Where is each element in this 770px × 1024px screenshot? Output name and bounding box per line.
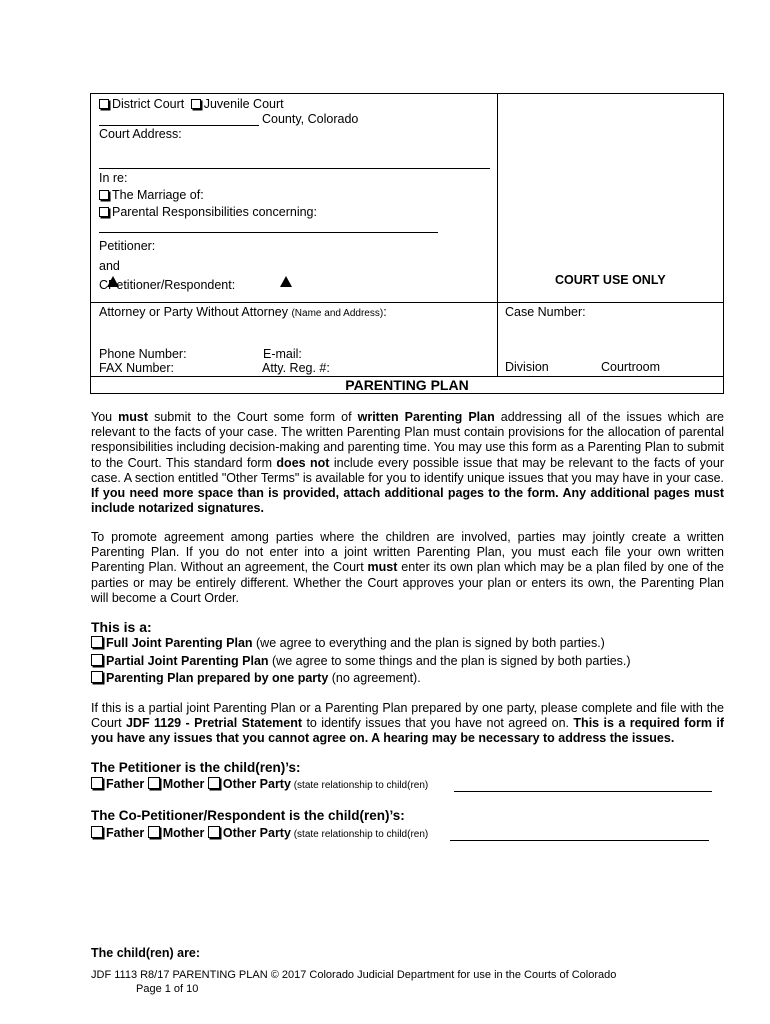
petitioner-relationship-row: Father Mother Other Party (state relationship to child(ren) [91,777,428,791]
co-petitioner-label: Petitioner/Respondent: [108,278,236,292]
email-label: E-mail: [263,347,302,361]
court-type-row [99,97,284,111]
copetitioner-relationship-heading: The Co-Petitioner/Respondent is the child(ren)’s: [91,808,405,823]
county-blank[interactable] [99,125,259,126]
petitioner-mother-checkbox[interactable] [148,777,160,789]
intro-paragraph-1: You must submit to the Court some form of written Parenting Plan addressing all of the issues which are relevant to the facts of your case. The written Parenting Plan must contain provisions for the allocation of parental responsibilities including decision-making and parenting time. You may use this form as a Parenting Plan to submit to the Court. This standard form does not include every possible issue that may be relevant to the facts of your case. A section entitled "Other Terms" is available for you to identify unique issues that you may have in your case. If you need more space than is provided, attach additional pages to the form. Any additional pages must include notarized signatures. [91,410,724,516]
juvenile-court-checkbox[interactable] [191,99,201,109]
court-address-label: Court Address: [99,127,182,141]
court-use-only-label: COURT USE ONLY [555,273,666,287]
children-heading: The child(ren) are: [91,946,201,960]
marriage-checkbox[interactable] [99,190,109,200]
atty-reg-label: Atty. Reg. #: [262,361,330,375]
copetitioner-father-checkbox[interactable] [91,826,103,838]
marriage-row [99,188,204,202]
partial-joint-checkbox[interactable] [91,654,103,666]
copetitioner-relationship-row: Father Mother Other Party (state relationship to child(ren) [91,826,428,840]
in-re-label: In re: [99,171,128,185]
petitioner-relationship-heading: The Petitioner is the child(ren)’s: [91,760,301,775]
copetitioner-other-checkbox[interactable] [208,826,220,838]
parental-resp-label: Parental Responsibilities concerning: [112,205,317,219]
district-court-checkbox[interactable] [99,99,109,109]
petitioner-father-checkbox[interactable] [91,777,103,789]
co-petitioner-row [99,278,235,292]
plan-option-full: Full Joint Parenting Plan (we agree to everything and the plan is signed by both parties.) [91,636,605,650]
attorney-label: Attorney or Party Without Attorney [99,305,288,319]
attorney-note: (Name and Address) [291,308,384,319]
footer-page-number: Page 1 of 10 [136,983,199,995]
case-number-label: Case Number: [505,305,586,319]
copetitioner-mother-checkbox[interactable] [148,826,160,838]
attorney-label-row [99,305,387,319]
parental-resp-row [99,205,317,219]
caption-divider-attorney [90,302,724,303]
attorney-colon: : [383,305,387,319]
and-label: and [99,259,120,273]
triangle-up-icon [107,276,119,287]
co-petitioner-prefix: C [99,278,109,292]
copetitioner-relationship-blank[interactable] [450,840,709,841]
petitioner-relationship-blank[interactable] [454,791,712,792]
parental-resp-checkbox[interactable] [99,207,109,217]
phone-label: Phone Number: [99,347,187,361]
plan-option-partial: Partial Joint Parenting Plan (we agree to some things and the plan is signed by both parties.) [91,654,631,668]
one-party-checkbox[interactable] [91,671,103,683]
intro-paragraph-2: To promote agreement among parties where the children are involved, parties may jointly create a written Parenting Plan. If you do not enter into a joint written Parenting Plan, you must each file your own written Parenting Plan. Without an agreement, the Court must enter its own plan which may be a plan filed by one of the parties or may be entirely different. Whether the Court approves your plan or enters its own, the Parenting Plan will become a Court Order. [91,530,724,605]
partial-plan-note: If this is a partial joint Parenting Plan or a Parenting Plan prepared by one party, please complete and file with the Court JDF 1129 - Pretrial Statement to identify issues that you have not agreed on. This is a required form if you have any issues that you cannot agree on. A hearing may be necessary to address the issues. [91,701,724,746]
petitioner-other-checkbox[interactable] [208,777,220,789]
triangle-up-icon [280,276,292,287]
marriage-label: The Marriage of: [112,188,204,202]
caption-vertical-divider [497,93,498,376]
full-joint-checkbox[interactable] [91,636,103,648]
plan-option-one-party: Parenting Plan prepared by one party (no agreement). [91,671,421,685]
form-title: PARENTING PLAN [345,377,469,393]
names-blank[interactable] [99,232,438,233]
county-suffix: County, Colorado [262,112,359,126]
district-court-label: District Court [112,97,185,111]
fax-label: FAX Number: [99,361,175,375]
juvenile-court-label: Juvenile Court [203,97,284,111]
plan-type-heading: This is a: [91,619,152,635]
court-address-blank[interactable] [99,168,490,169]
courtroom-label: Courtroom [601,360,661,374]
footer-form-id: JDF 1113 R8/17 PARENTING PLAN © 2017 Colorado Judicial Department for use in the Courts of Colorado [91,969,617,981]
petitioner-label: Petitioner: [99,239,156,253]
division-label: Division [505,360,549,374]
